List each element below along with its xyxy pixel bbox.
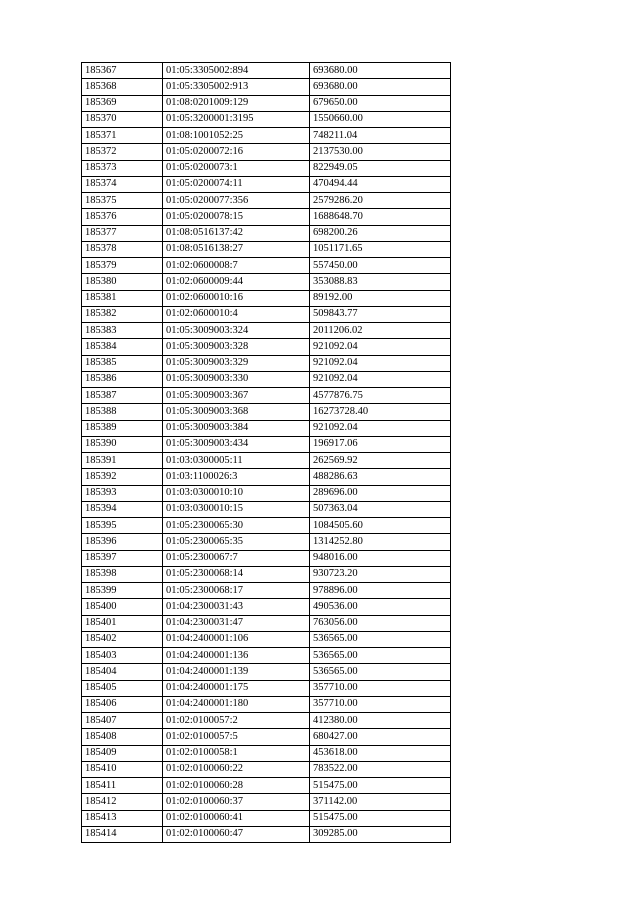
row-id-cell: 185397 bbox=[82, 550, 163, 566]
table-row bbox=[82, 599, 451, 615]
table-row bbox=[82, 534, 451, 550]
amount-cell: 509843.77 bbox=[310, 306, 451, 322]
amount-cell: 978896.00 bbox=[310, 583, 451, 599]
amount-cell: 16273728.40 bbox=[310, 404, 451, 420]
amount-cell: 921092.04 bbox=[310, 339, 451, 355]
cadastral-number-cell: 01:05:3009003:328 bbox=[163, 339, 310, 355]
cadastral-number-cell: 01:02:0600008:7 bbox=[163, 258, 310, 274]
amount-cell: 822949.05 bbox=[310, 160, 451, 176]
row-id-cell: 185371 bbox=[82, 128, 163, 144]
row-id-cell: 185399 bbox=[82, 583, 163, 599]
cadastral-number-cell: 01:04:2300031:43 bbox=[163, 599, 310, 615]
amount-cell: 921092.04 bbox=[310, 355, 451, 371]
amount-cell: 371142.00 bbox=[310, 794, 451, 810]
table-row bbox=[82, 176, 451, 192]
table-row bbox=[82, 436, 451, 452]
cadastral-number-cell: 01:04:2400001:175 bbox=[163, 680, 310, 696]
amount-cell: 470494.44 bbox=[310, 176, 451, 192]
table-row bbox=[82, 680, 451, 696]
amount-cell: 2579286.20 bbox=[310, 193, 451, 209]
table-row bbox=[82, 274, 451, 290]
cadastral-number-cell: 01:05:3009003:368 bbox=[163, 404, 310, 420]
row-id-cell: 185386 bbox=[82, 371, 163, 387]
amount-cell: 680427.00 bbox=[310, 729, 451, 745]
cadastral-number-cell: 01:02:0100060:28 bbox=[163, 778, 310, 794]
row-id-cell: 185374 bbox=[82, 176, 163, 192]
amount-cell: 262569.92 bbox=[310, 453, 451, 469]
amount-cell: 196917.06 bbox=[310, 436, 451, 452]
amount-cell: 693680.00 bbox=[310, 63, 451, 79]
table-row bbox=[82, 79, 451, 95]
amount-cell: 4577876.75 bbox=[310, 388, 451, 404]
row-id-cell: 185393 bbox=[82, 485, 163, 501]
table-row bbox=[82, 339, 451, 355]
cadastral-number-cell: 01:02:0600010:16 bbox=[163, 290, 310, 306]
row-id-cell: 185402 bbox=[82, 631, 163, 647]
row-id-cell: 185392 bbox=[82, 469, 163, 485]
table-row bbox=[82, 63, 451, 79]
row-id-cell: 185372 bbox=[82, 144, 163, 160]
row-id-cell: 185408 bbox=[82, 729, 163, 745]
amount-cell: 921092.04 bbox=[310, 420, 451, 436]
cadastral-number-cell: 01:04:2400001:106 bbox=[163, 631, 310, 647]
table-row bbox=[82, 306, 451, 322]
row-id-cell: 185400 bbox=[82, 599, 163, 615]
row-id-cell: 185395 bbox=[82, 518, 163, 534]
cadastral-number-cell: 01:05:2300068:14 bbox=[163, 566, 310, 582]
row-id-cell: 185391 bbox=[82, 453, 163, 469]
amount-cell: 2011206.02 bbox=[310, 323, 451, 339]
cadastral-number-cell: 01:02:0100060:47 bbox=[163, 826, 310, 842]
table-row bbox=[82, 648, 451, 664]
table-row bbox=[82, 550, 451, 566]
table-row bbox=[82, 111, 451, 127]
amount-cell: 679650.00 bbox=[310, 95, 451, 111]
amount-cell: 930723.20 bbox=[310, 566, 451, 582]
cadastral-number-cell: 01:03:0300005:11 bbox=[163, 453, 310, 469]
row-id-cell: 185384 bbox=[82, 339, 163, 355]
cadastral-number-cell: 01:04:2400001:136 bbox=[163, 648, 310, 664]
cadastral-number-cell: 01:05:2300067:7 bbox=[163, 550, 310, 566]
table-row bbox=[82, 95, 451, 111]
data-table bbox=[81, 62, 451, 843]
amount-cell: 357710.00 bbox=[310, 696, 451, 712]
cadastral-number-cell: 01:05:2300065:30 bbox=[163, 518, 310, 534]
amount-cell: 515475.00 bbox=[310, 810, 451, 826]
amount-cell: 1084505.60 bbox=[310, 518, 451, 534]
table-row bbox=[82, 501, 451, 517]
amount-cell: 309285.00 bbox=[310, 826, 451, 842]
table-row bbox=[82, 615, 451, 631]
table-row bbox=[82, 631, 451, 647]
row-id-cell: 185375 bbox=[82, 193, 163, 209]
table-row bbox=[82, 745, 451, 761]
cadastral-number-cell: 01:05:0200077:356 bbox=[163, 193, 310, 209]
cadastral-number-cell: 01:05:3009003:324 bbox=[163, 323, 310, 339]
row-id-cell: 185401 bbox=[82, 615, 163, 631]
table-row bbox=[82, 469, 451, 485]
cadastral-number-cell: 01:05:3009003:330 bbox=[163, 371, 310, 387]
cadastral-number-cell: 01:08:0201009:129 bbox=[163, 95, 310, 111]
table-row bbox=[82, 810, 451, 826]
cadastral-number-cell: 01:05:3305002:913 bbox=[163, 79, 310, 95]
amount-cell: 921092.04 bbox=[310, 371, 451, 387]
table-row bbox=[82, 160, 451, 176]
row-id-cell: 185396 bbox=[82, 534, 163, 550]
table-row bbox=[82, 225, 451, 241]
amount-cell: 948016.00 bbox=[310, 550, 451, 566]
table-row bbox=[82, 388, 451, 404]
amount-cell: 89192.00 bbox=[310, 290, 451, 306]
row-id-cell: 185382 bbox=[82, 306, 163, 322]
row-id-cell: 185379 bbox=[82, 258, 163, 274]
amount-cell: 353088.83 bbox=[310, 274, 451, 290]
table-row bbox=[82, 761, 451, 777]
table-row bbox=[82, 355, 451, 371]
amount-cell: 1688648.70 bbox=[310, 209, 451, 225]
row-id-cell: 185398 bbox=[82, 566, 163, 582]
row-id-cell: 185388 bbox=[82, 404, 163, 420]
amount-cell: 515475.00 bbox=[310, 778, 451, 794]
cadastral-number-cell: 01:05:0200072:16 bbox=[163, 144, 310, 160]
table-row bbox=[82, 583, 451, 599]
cadastral-number-cell: 01:02:0600009:44 bbox=[163, 274, 310, 290]
amount-cell: 412380.00 bbox=[310, 713, 451, 729]
row-id-cell: 185407 bbox=[82, 713, 163, 729]
amount-cell: 693680.00 bbox=[310, 79, 451, 95]
row-id-cell: 185412 bbox=[82, 794, 163, 810]
row-id-cell: 185376 bbox=[82, 209, 163, 225]
cadastral-number-cell: 01:02:0100060:22 bbox=[163, 761, 310, 777]
row-id-cell: 185381 bbox=[82, 290, 163, 306]
table-row bbox=[82, 209, 451, 225]
row-id-cell: 185387 bbox=[82, 388, 163, 404]
amount-cell: 490536.00 bbox=[310, 599, 451, 615]
row-id-cell: 185413 bbox=[82, 810, 163, 826]
amount-cell: 698200.26 bbox=[310, 225, 451, 241]
amount-cell: 557450.00 bbox=[310, 258, 451, 274]
cadastral-number-cell: 01:08:0516137:42 bbox=[163, 225, 310, 241]
amount-cell: 488286.63 bbox=[310, 469, 451, 485]
row-id-cell: 185405 bbox=[82, 680, 163, 696]
row-id-cell: 185404 bbox=[82, 664, 163, 680]
row-id-cell: 185368 bbox=[82, 79, 163, 95]
row-id-cell: 185380 bbox=[82, 274, 163, 290]
cadastral-number-cell: 01:05:0200078:15 bbox=[163, 209, 310, 225]
row-id-cell: 185377 bbox=[82, 225, 163, 241]
amount-cell: 783522.00 bbox=[310, 761, 451, 777]
table-row bbox=[82, 729, 451, 745]
table-row bbox=[82, 290, 451, 306]
cadastral-number-cell: 01:05:2300065:35 bbox=[163, 534, 310, 550]
cadastral-number-cell: 01:05:3009003:329 bbox=[163, 355, 310, 371]
amount-cell: 1314252.80 bbox=[310, 534, 451, 550]
row-id-cell: 185385 bbox=[82, 355, 163, 371]
amount-cell: 763056.00 bbox=[310, 615, 451, 631]
amount-cell: 507363.04 bbox=[310, 501, 451, 517]
row-id-cell: 185409 bbox=[82, 745, 163, 761]
amount-cell: 536565.00 bbox=[310, 664, 451, 680]
row-id-cell: 185370 bbox=[82, 111, 163, 127]
table-row bbox=[82, 453, 451, 469]
table-row bbox=[82, 518, 451, 534]
row-id-cell: 185403 bbox=[82, 648, 163, 664]
table-row bbox=[82, 713, 451, 729]
cadastral-number-cell: 01:05:3009003:434 bbox=[163, 436, 310, 452]
table-row bbox=[82, 664, 451, 680]
cadastral-number-cell: 01:04:2400001:180 bbox=[163, 696, 310, 712]
cadastral-number-cell: 01:02:0100057:5 bbox=[163, 729, 310, 745]
amount-cell: 748211.04 bbox=[310, 128, 451, 144]
table-row bbox=[82, 323, 451, 339]
amount-cell: 357710.00 bbox=[310, 680, 451, 696]
cadastral-number-cell: 01:05:0200074:11 bbox=[163, 176, 310, 192]
row-id-cell: 185369 bbox=[82, 95, 163, 111]
amount-cell: 453618.00 bbox=[310, 745, 451, 761]
amount-cell: 536565.00 bbox=[310, 631, 451, 647]
table-row bbox=[82, 404, 451, 420]
row-id-cell: 185411 bbox=[82, 778, 163, 794]
table-row bbox=[82, 371, 451, 387]
cadastral-number-cell: 01:05:3200001:3195 bbox=[163, 111, 310, 127]
table-row bbox=[82, 193, 451, 209]
cadastral-number-cell: 01:05:3009003:367 bbox=[163, 388, 310, 404]
table-body bbox=[82, 63, 451, 843]
cadastral-number-cell: 01:02:0100057:2 bbox=[163, 713, 310, 729]
cadastral-number-cell: 01:02:0600010:4 bbox=[163, 306, 310, 322]
cadastral-number-cell: 01:03:0300010:15 bbox=[163, 501, 310, 517]
table-row bbox=[82, 778, 451, 794]
row-id-cell: 185406 bbox=[82, 696, 163, 712]
cadastral-number-cell: 01:05:3305002:894 bbox=[163, 63, 310, 79]
table-row bbox=[82, 696, 451, 712]
cadastral-number-cell: 01:03:0300010:10 bbox=[163, 485, 310, 501]
cadastral-number-cell: 01:03:1100026:3 bbox=[163, 469, 310, 485]
cadastral-number-cell: 01:05:3009003:384 bbox=[163, 420, 310, 436]
amount-cell: 2137530.00 bbox=[310, 144, 451, 160]
row-id-cell: 185367 bbox=[82, 63, 163, 79]
table-row bbox=[82, 420, 451, 436]
row-id-cell: 185390 bbox=[82, 436, 163, 452]
cadastral-number-cell: 01:02:0100060:37 bbox=[163, 794, 310, 810]
table-row bbox=[82, 128, 451, 144]
row-id-cell: 185373 bbox=[82, 160, 163, 176]
row-id-cell: 185394 bbox=[82, 501, 163, 517]
row-id-cell: 185383 bbox=[82, 323, 163, 339]
cadastral-number-cell: 01:05:0200073:1 bbox=[163, 160, 310, 176]
amount-cell: 289696.00 bbox=[310, 485, 451, 501]
cadastral-number-cell: 01:08:0516138:27 bbox=[163, 241, 310, 257]
row-id-cell: 185389 bbox=[82, 420, 163, 436]
amount-cell: 536565.00 bbox=[310, 648, 451, 664]
table-row bbox=[82, 241, 451, 257]
table-row bbox=[82, 826, 451, 842]
table-row bbox=[82, 258, 451, 274]
cadastral-number-cell: 01:02:0100060:41 bbox=[163, 810, 310, 826]
table-row bbox=[82, 485, 451, 501]
row-id-cell: 185410 bbox=[82, 761, 163, 777]
table-row bbox=[82, 794, 451, 810]
row-id-cell: 185378 bbox=[82, 241, 163, 257]
cadastral-number-cell: 01:04:2300031:47 bbox=[163, 615, 310, 631]
cadastral-number-cell: 01:02:0100058:1 bbox=[163, 745, 310, 761]
amount-cell: 1051171.65 bbox=[310, 241, 451, 257]
table-row bbox=[82, 566, 451, 582]
cadastral-number-cell: 01:05:2300068:17 bbox=[163, 583, 310, 599]
cadastral-number-cell: 01:08:1001052:25 bbox=[163, 128, 310, 144]
table-row bbox=[82, 144, 451, 160]
amount-cell: 1550660.00 bbox=[310, 111, 451, 127]
cadastral-number-cell: 01:04:2400001:139 bbox=[163, 664, 310, 680]
row-id-cell: 185414 bbox=[82, 826, 163, 842]
